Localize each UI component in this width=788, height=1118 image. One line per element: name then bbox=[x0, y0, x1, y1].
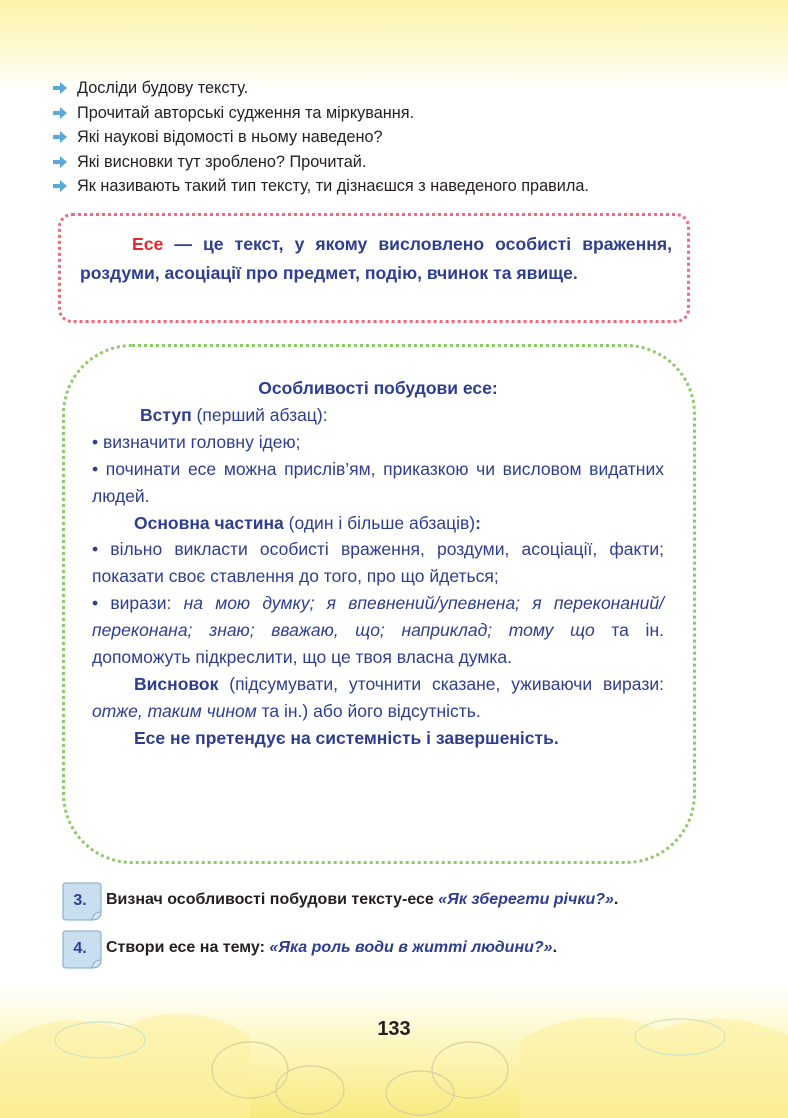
task-number: 4. bbox=[73, 940, 87, 957]
definition-text bbox=[80, 230, 672, 288]
right-arrow-icon bbox=[53, 82, 67, 94]
intro-item: • визначити головну ідею; bbox=[92, 431, 301, 452]
main-item: • вільно викласти особисті враження, роздуми, асоціації, факти; показати своє ставлення до того, про що йдеться; bbox=[92, 539, 664, 587]
question-item bbox=[53, 150, 753, 175]
question-item bbox=[53, 174, 753, 199]
task-text bbox=[106, 891, 618, 909]
task-instruction: Визнач особливості побудови тексту-есе bbox=[106, 891, 439, 908]
right-arrow-icon bbox=[53, 180, 67, 192]
page-number: 133 bbox=[377, 1018, 411, 1040]
final-statement: Есе не претендує на системність і завершеність. bbox=[134, 727, 559, 748]
right-arrow-icon bbox=[53, 131, 67, 143]
main-item-lead: • вирази: bbox=[92, 593, 184, 614]
main-colon: : bbox=[475, 512, 481, 533]
right-arrow-icon bbox=[53, 156, 67, 168]
definition-term: Есе bbox=[132, 234, 164, 254]
question-text: Досліди будову тексту. bbox=[77, 79, 249, 98]
task-instruction: Створи есе на тему: bbox=[106, 939, 270, 956]
main-item-tail: та ін. допоможуть підкреслити, що це твоя власна думка. bbox=[92, 620, 664, 668]
features-box bbox=[62, 344, 696, 864]
question-item bbox=[53, 125, 753, 150]
intro-item: • починати есе можна прислів’ям, приказкою чи висловом видатних людей. bbox=[92, 458, 664, 506]
main-heading bbox=[92, 510, 664, 537]
question-item bbox=[53, 76, 753, 101]
conclusion-tail: та ін.) або його відсутність. bbox=[256, 700, 481, 721]
intro-heading bbox=[92, 402, 664, 429]
task-number: 3. bbox=[73, 892, 87, 909]
main-item-phrases: на мою думку; я впевнений/упевнена; я переконаний/переконана; знаю; вважаю, що; наприклад; тому що bbox=[92, 593, 664, 641]
task-title: «Як зберегти річки?» bbox=[438, 891, 614, 908]
conclusion-lead: (підсумувати, уточнити сказане, уживаючи вирази: bbox=[218, 673, 664, 694]
question-list bbox=[53, 76, 753, 199]
conclusion-phrases: отже, таким чином bbox=[92, 700, 257, 721]
task-end: . bbox=[613, 891, 619, 908]
question-text: Як називають такий тип тексту, ти дізнаєшся з наведеного правила. bbox=[77, 177, 589, 196]
features-title: Особливості побудови есе: bbox=[258, 378, 498, 398]
definition-body: — це текст, у якому висловлено особисті враження, роздуми, асоціації про предмет, подію, вчинок та явище. bbox=[80, 234, 672, 283]
main-item bbox=[92, 590, 664, 671]
question-text: Прочитай авторські судження та міркування. bbox=[77, 103, 415, 122]
features-content bbox=[92, 375, 664, 752]
question-text: Які висновки тут зроблено? Прочитай. bbox=[77, 152, 367, 171]
conclusion-label: Висновок bbox=[134, 673, 219, 694]
right-arrow-icon bbox=[53, 107, 67, 119]
task-item bbox=[60, 882, 760, 922]
definition-box bbox=[58, 213, 690, 323]
bottom-decoration bbox=[0, 985, 788, 1118]
question-item bbox=[53, 101, 753, 126]
main-label: Основна частина bbox=[134, 512, 284, 533]
conclusion-paragraph bbox=[92, 671, 664, 725]
question-text: Які наукові відомості в ньому наведено? bbox=[77, 128, 383, 147]
leaf-ornament bbox=[0, 985, 788, 1118]
task-item bbox=[60, 930, 760, 970]
intro-note: (перший абзац): bbox=[191, 404, 328, 425]
main-note: (один і більше абзаців) bbox=[283, 512, 476, 533]
intro-label: Вступ bbox=[140, 404, 192, 425]
task-title: «Яка роль води в житті людини?» bbox=[269, 939, 553, 956]
task-end: . bbox=[552, 939, 558, 956]
task-text bbox=[106, 939, 557, 957]
